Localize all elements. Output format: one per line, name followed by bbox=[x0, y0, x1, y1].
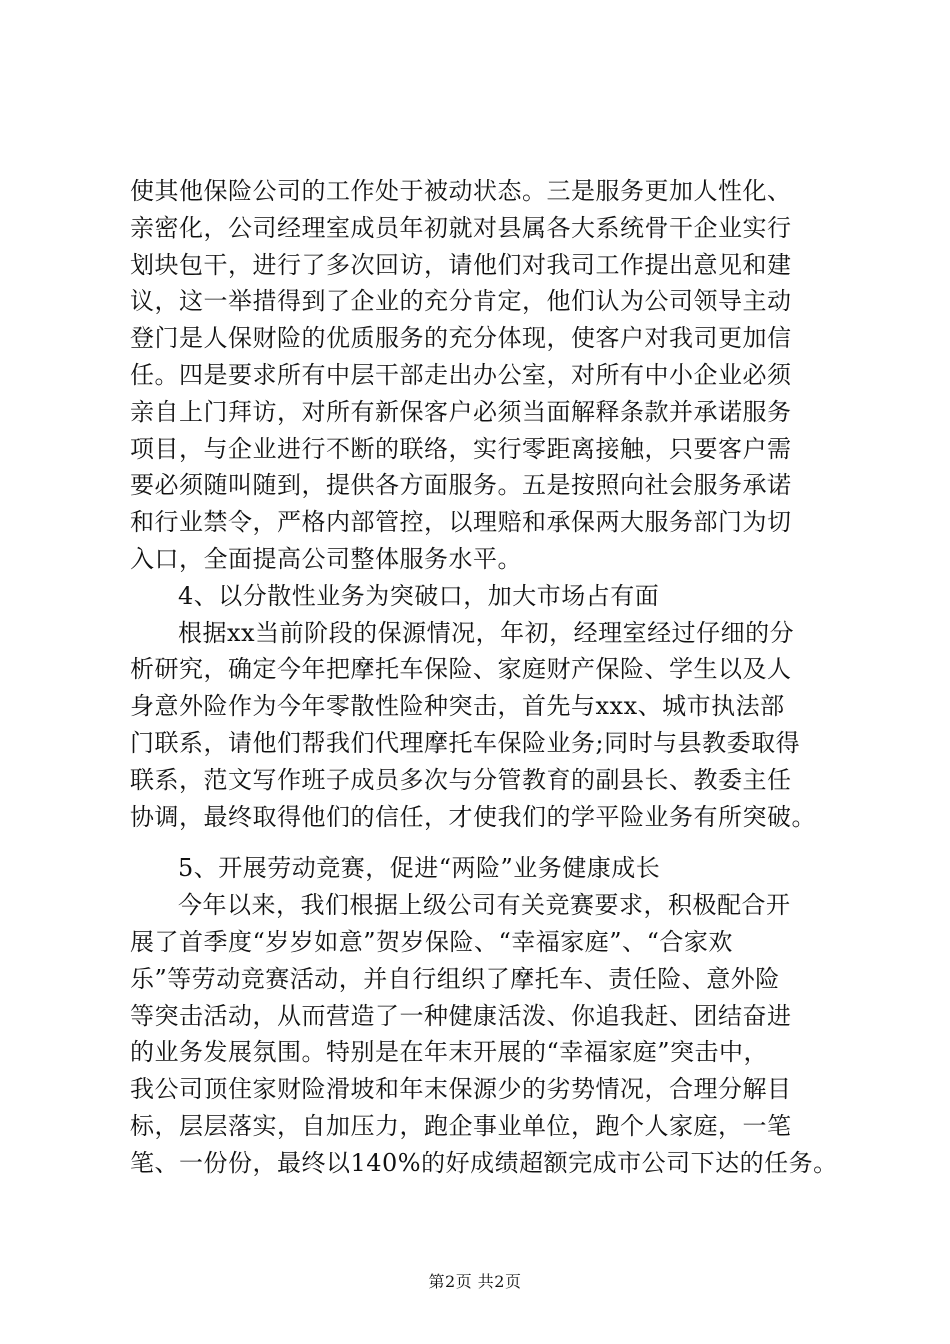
text-line: 身意外险作为今年零散性险种突击，首先与xxx、城市执法部 bbox=[130, 692, 785, 721]
text-line: 和行业禁令，严格内部管控，以理赔和承保两大服务部门为切 bbox=[130, 508, 792, 537]
text-line: 我公司顶住家财险滑坡和年末保源少的劣势情况，合理分解目 bbox=[130, 1075, 792, 1104]
text-line: 等突击活动，从而营造了一种健康活泼、你追我赶、团结奋进 bbox=[130, 1001, 792, 1030]
text-line: 协调，最终取得他们的信任，才使我们的学平险业务有所突破。 bbox=[130, 802, 816, 831]
text-line: 联系，范文写作班子成员多次与分管教育的副县长、教委主任 bbox=[130, 765, 792, 794]
text-line: 今年以来，我们根据上级公司有关竞赛要求，积极配合开 bbox=[178, 891, 791, 920]
text-line: 的业务发展氛围。特别是在年末开展的“幸福家庭”突击中， bbox=[130, 1038, 769, 1067]
text-line: 标，层层落实，自加压力，跑企事业单位，跑个人家庭，一笔 bbox=[130, 1111, 792, 1140]
text-line: 登门是人保财险的优质服务的充分体现，使客户对我司更加信 bbox=[130, 324, 792, 353]
text-line: 亲密化，公司经理室成员年初就对县属各大系统骨干企业实行 bbox=[130, 213, 792, 242]
text-line: 析研究，确定今年把摩托车保险、家庭财产保险、学生以及人 bbox=[130, 655, 792, 684]
text-line: 门联系，请他们帮我们代理摩托车保险业务;同时与县教委取得 bbox=[130, 728, 801, 757]
text-line: 笔、一份份，最终以140%的好成绩超额完成市公司下达的任务。 bbox=[130, 1148, 838, 1177]
text-line: 入口，全面提高公司整体服务水平。 bbox=[130, 544, 522, 573]
section-heading: 5、开展劳动竞赛，促进“两险”业务健康成长 bbox=[178, 854, 661, 883]
text-line: 要必须随叫随到，提供各方面服务。五是按照向社会服务承诺 bbox=[130, 471, 792, 500]
text-line: 根据xx当前阶段的保源情况，年初，经理室经过仔细的分 bbox=[178, 618, 795, 647]
section-heading: 4、以分散性业务为突破口，加大市场占有面 bbox=[178, 581, 660, 610]
text-line: 使其他保险公司的工作处于被动状态。三是服务更加人性化、 bbox=[130, 177, 792, 205]
text-line: 议，这一举措得到了企业的充分肯定，他们认为公司领导主动 bbox=[130, 287, 792, 316]
text-line: 展了首季度“岁岁如意”贺岁保险、“幸福家庭”、“合家欢 bbox=[130, 927, 733, 956]
text-line: 亲自上门拜访，对所有新保客户必须当面解释条款并承诺服务 bbox=[130, 397, 792, 426]
text-line: 乐”等劳动竞赛活动，并自行组织了摩托车、责任险、意外险 bbox=[130, 964, 780, 993]
page-footer: 第2页 共2页 bbox=[428, 1272, 522, 1291]
text-line: 项目，与企业进行不断的联络，实行零距离接触，只要客户需 bbox=[130, 434, 792, 463]
text-line: 划块包干，进行了多次回访，请他们对我司工作提出意见和建 bbox=[130, 250, 792, 279]
text-line: 任。四是要求所有中层干部走出办公室，对所有中小企业必须 bbox=[130, 360, 792, 389]
document-body bbox=[130, 173, 840, 1182]
